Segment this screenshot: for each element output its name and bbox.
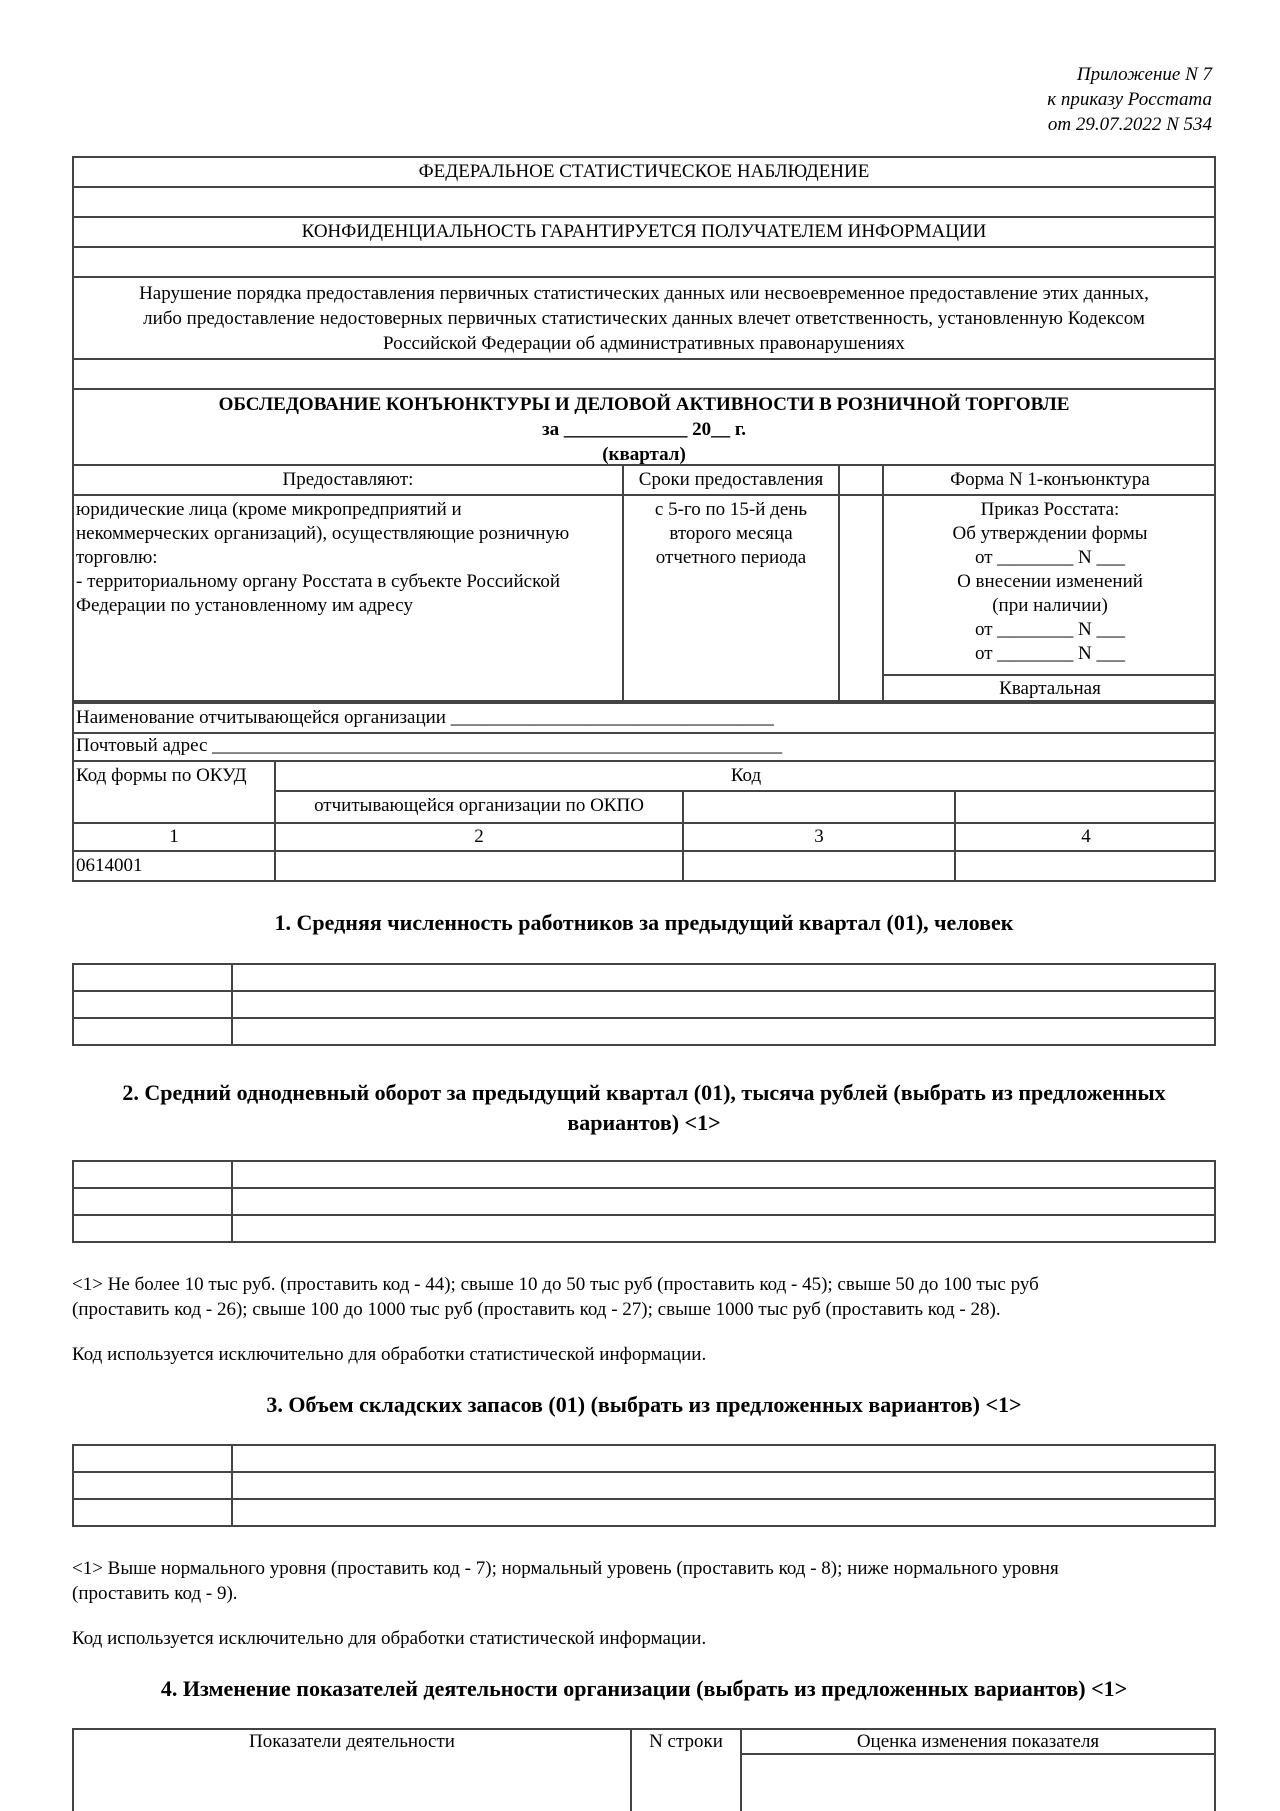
table-cell[interactable]: [232, 1161, 1215, 1188]
deadline-line-3: отчетного периода: [655, 547, 807, 568]
table-cell[interactable]: [73, 1499, 232, 1526]
okud-code-value: 0614001: [76, 855, 143, 876]
table-cell[interactable]: [232, 1018, 1215, 1045]
section-2-table: [72, 1160, 1216, 1243]
confidentiality-label: КОНФИДЕНЦИАЛЬНОСТЬ ГАРАНТИРУЕТСЯ ПОЛУЧАТЕЛЕМ ИНФОРМАЦИИ: [301, 221, 987, 242]
who-line-5: Федерации по установленному им адресу: [76, 595, 413, 616]
table-cell[interactable]: [73, 1018, 232, 1045]
order-line-5: (при наличии): [992, 595, 1108, 616]
org-name-field[interactable]: Наименование отчитывающейся организации __________________________________: [76, 707, 774, 728]
okud-label: Код формы по ОКУД: [76, 765, 247, 786]
section-2-footnote-line-2: (проставить код - 26); свыше 100 до 1000 тыс руб (проставить код - 27); свыше 1000 тыс руб (проставить код - 28).: [72, 1299, 1001, 1320]
table-row: [73, 1472, 1215, 1499]
violation-line-3: Российской Федерации об административных правонарушениях: [383, 333, 905, 354]
section-4-table: [72, 1728, 1216, 1811]
code-label: Код: [730, 765, 762, 786]
order-line-7: от ________ N ___: [974, 643, 1126, 664]
postal-address-field[interactable]: Почтовый адрес ____________________________________________________________: [76, 735, 783, 756]
column-number-1: 1: [169, 826, 179, 847]
table-cell[interactable]: [73, 1161, 232, 1188]
divider: [838, 466, 840, 700]
section-3-title: 3. Объем складских запасов (01) (выбрать из предложенных вариантов) <1>: [266, 1392, 1022, 1417]
divider: [274, 790, 1214, 792]
line-number-header: N строки: [649, 1731, 723, 1752]
survey-title-row: [74, 390, 1214, 466]
table-cell[interactable]: [232, 1188, 1215, 1215]
divider: [882, 674, 1214, 676]
code-input-4[interactable]: [956, 852, 1216, 882]
section-3-footnote: [72, 1556, 1222, 1606]
violation-line-1: Нарушение порядка предоставления первичных статистических данных или несвоевременное предоставление этих данных,: [139, 283, 1149, 304]
table-row: [73, 1215, 1215, 1242]
survey-title: ОБСЛЕДОВАНИЕ КОНЪЮНКТУРЫ И ДЕЛОВОЙ АКТИВНОСТИ В РОЗНИЧНОЙ ТОРГОВЛЕ: [218, 394, 1070, 415]
okpo-code-input[interactable]: [276, 852, 682, 882]
deadline-header: Сроки предоставления: [638, 469, 824, 490]
divider: [74, 822, 1214, 824]
section-2-code-note: Код используется исключительно для обработки статистической информации.: [72, 1344, 707, 1365]
violation-line-2: либо предоставление недостоверных первичных статистических данных влечет ответственность, установленную Кодексом: [143, 308, 1145, 329]
header-box: [72, 156, 1216, 464]
order-line-4: О внесении изменений: [957, 571, 1143, 592]
divider: [74, 494, 1214, 496]
table-cell[interactable]: [73, 1472, 232, 1499]
submission-box: [72, 464, 1216, 702]
who-line-2: некоммерческих организаций), осуществляющие розничную: [76, 523, 570, 544]
column-number-4: 4: [1081, 826, 1091, 847]
table-row: [73, 1018, 1215, 1045]
appendix-line-3: от 29.07.2022 N 534: [1047, 114, 1212, 135]
section-1-table: [72, 963, 1216, 1046]
table-cell[interactable]: [232, 1215, 1215, 1242]
section-2-title: [72, 1078, 1216, 1138]
divider: [74, 760, 1214, 762]
table-row: [73, 1445, 1215, 1472]
table-cell[interactable]: [232, 991, 1215, 1018]
section-2-title-line-1: 2. Средний однодневный оборот за предыдущий квартал (01), тысяча рублей (выбрать из предложенных: [122, 1080, 1166, 1105]
deadline-line-1: с 5-го по 15-й день: [654, 499, 808, 520]
organization-box: [72, 702, 1216, 882]
order-line-2: Об утверждении формы: [952, 523, 1148, 544]
section-3-footnote-line-2: (проставить код - 9).: [72, 1583, 238, 1604]
federal-observation-row: [74, 158, 1214, 188]
section-2-title-line-2: вариантов) <1>: [567, 1110, 721, 1135]
spacer-row-2: [74, 248, 1214, 278]
survey-period: за _____________ 20__ г.: [541, 419, 747, 440]
column-number-2: 2: [474, 826, 484, 847]
table-cell[interactable]: [73, 1188, 232, 1215]
table-row: [73, 1188, 1215, 1215]
table-row: [73, 1161, 1215, 1188]
assessment-header: Оценка изменения показателя: [856, 1731, 1100, 1752]
table-row: [73, 964, 1215, 991]
who-header: Предоставляют:: [282, 469, 414, 490]
spacer-row-1: [74, 188, 1214, 218]
appendix-reference: [1047, 62, 1212, 137]
spacer-row-3: [74, 360, 1214, 390]
federal-observation-label: ФЕДЕРАЛЬНОЕ СТАТИСТИЧЕСКОЕ НАБЛЮДЕНИЕ: [418, 161, 870, 182]
form-number-header: Форма N 1-конъюнктура: [950, 469, 1150, 490]
code-input-3[interactable]: [684, 852, 954, 882]
order-line-1: Приказ Росстата:: [980, 499, 1120, 520]
table-cell[interactable]: [73, 1445, 232, 1472]
confidentiality-row: [74, 218, 1214, 248]
who-line-3: торговлю:: [76, 547, 158, 568]
section-3-footnote-line-1: <1> Выше нормального уровня (проставить код - 7); нормальный уровень (проставить код - 8); ниже нормального уровня: [72, 1558, 1059, 1579]
order-line-6: от ________ N ___: [974, 619, 1126, 640]
indicators-header: Показатели деятельности: [249, 1731, 455, 1752]
table-cell[interactable]: [73, 1215, 232, 1242]
section-1-title: 1. Средняя численность работников за предыдущий квартал (01), человек: [274, 910, 1014, 935]
table-cell[interactable]: [73, 991, 232, 1018]
who-line-1: юридические лица (кроме микропредприятий и: [76, 499, 462, 520]
section-4-title: 4. Изменение показателей деятельности организации (выбрать из предложенных вариантов) <1>: [160, 1676, 1128, 1701]
table-row: [73, 1499, 1215, 1526]
table-row: [73, 991, 1215, 1018]
table-cell[interactable]: [232, 1499, 1215, 1526]
order-line-3: от ________ N ___: [974, 547, 1126, 568]
table-cell[interactable]: [232, 1472, 1215, 1499]
appendix-line-2: к приказу Росстата: [1047, 89, 1212, 110]
column-number-3: 3: [814, 826, 824, 847]
table-cell[interactable]: [232, 964, 1215, 991]
section-2-footnote-line-1: <1> Не более 10 тыс руб. (проставить код - 44); свыше 10 до 50 тыс руб (проставить код - 45); свыше 50 до 100 тыс руб: [72, 1274, 1039, 1295]
deadline-line-2: второго месяца: [669, 523, 793, 544]
survey-quarter: (квартал): [602, 444, 686, 465]
okpo-label: отчитывающейся организации по ОКПО: [314, 795, 644, 816]
order-text: [884, 498, 1216, 666]
who-text: [76, 498, 622, 618]
violation-row: [74, 278, 1214, 360]
deadline-text: [624, 498, 838, 570]
section-2-footnote: [72, 1272, 1222, 1322]
appendix-line-1: Приложение N 7: [1076, 64, 1212, 85]
table-cell[interactable]: [232, 1445, 1215, 1472]
section-3-table: [72, 1444, 1216, 1527]
who-line-4: - территориальному органу Росстата в субъекте Российской: [76, 571, 561, 592]
periodicity: Квартальная: [999, 678, 1101, 699]
table-cell[interactable]: [73, 964, 232, 991]
section-3-code-note: Код используется исключительно для обработки статистической информации.: [72, 1628, 707, 1649]
